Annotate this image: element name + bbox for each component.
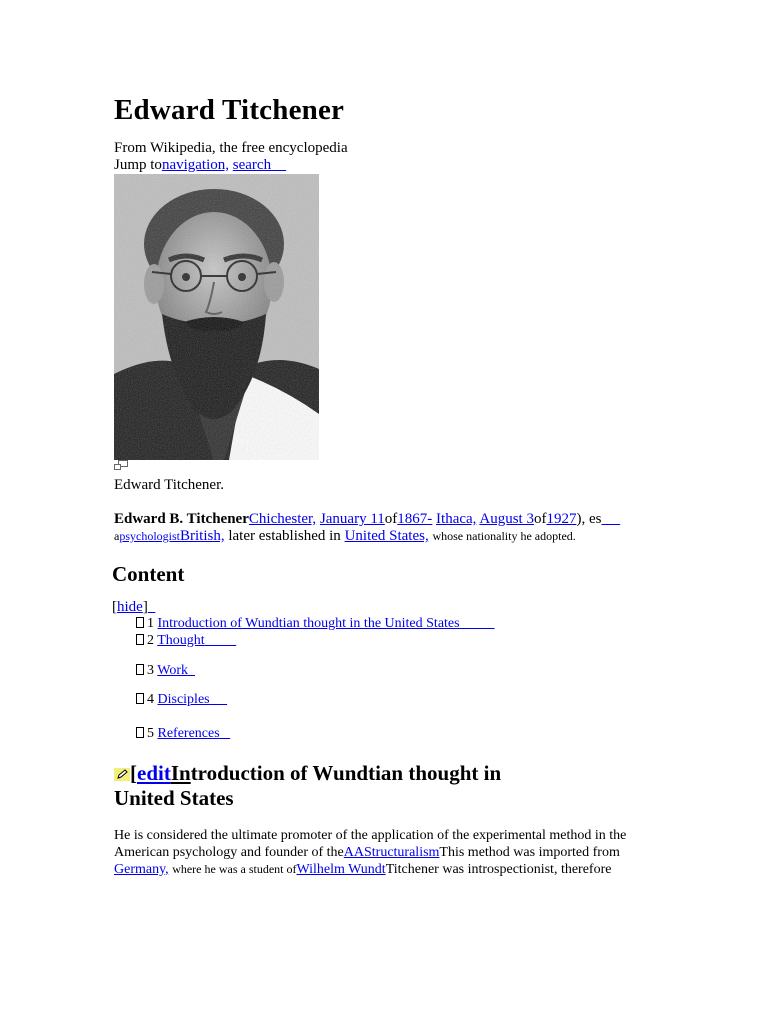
- heading-rest: troduction of Wundtian thought in: [190, 761, 502, 785]
- paragraph-line: [114, 844, 674, 861]
- lead-close: ), es: [576, 511, 602, 527]
- germany-link[interactable]: Germany,: [114, 862, 169, 877]
- paragraph-line: He is considered the ultimate promoter of the application of the experimental method in the: [114, 828, 627, 843]
- paragraph-line: [114, 861, 674, 878]
- of-text-2: of: [533, 511, 547, 527]
- later-text: later established in: [228, 528, 341, 544]
- toc-hide-link[interactable]: hide: [117, 599, 143, 615]
- paragraph-text: This method was imported from: [439, 845, 620, 860]
- toc-link[interactable]: Disciples: [157, 692, 210, 707]
- birthyear-link[interactable]: 1867: [397, 511, 428, 527]
- deathyear-link[interactable]: 1927: [546, 511, 577, 527]
- toc-number: 4: [147, 692, 154, 707]
- image-caption: Edward Titchener.: [114, 477, 224, 493]
- of-text-1: of: [384, 511, 398, 527]
- toc-bullet-icon: [136, 617, 144, 628]
- psychologist-link[interactable]: psychologist: [119, 529, 180, 543]
- toc-link-underline: [188, 663, 195, 678]
- lead-line-2: [114, 528, 576, 545]
- toc-item: [136, 633, 236, 649]
- section-heading: [editIntroduction of Wundtian thought in United States: [114, 761, 502, 810]
- toc-bullet-icon: [136, 634, 144, 645]
- british-link[interactable]: British,: [180, 528, 225, 544]
- toc-number: 1: [147, 616, 154, 631]
- lead-line-1: [114, 511, 620, 528]
- wilhelm-wundt-link[interactable]: Wilhelm Wundt: [296, 862, 386, 877]
- toc-link-underline: [460, 616, 495, 631]
- page-title: Edward Titchener: [114, 94, 345, 126]
- birthplace-link[interactable]: Chichester,: [248, 511, 317, 527]
- toc-link[interactable]: References: [157, 726, 220, 741]
- dash-link: -: [427, 511, 433, 527]
- toc-bullet-icon: [136, 727, 144, 738]
- toc-link[interactable]: Introduction of Wundtian thought in the United States: [157, 616, 460, 631]
- heading-start: In: [170, 761, 191, 785]
- toc-link-underline: [205, 633, 237, 648]
- section-edit-link[interactable]: edit: [137, 761, 171, 785]
- toc-toggle: [hide]: [112, 599, 155, 616]
- site-tagline: From Wikipedia, the free encyclopedia: [114, 140, 348, 156]
- toc-number: 5: [147, 726, 154, 741]
- toc-link[interactable]: Thought: [157, 633, 205, 648]
- toc-link-underline: [210, 692, 228, 707]
- article-a: a: [114, 529, 120, 543]
- enlarge-icon[interactable]: [114, 460, 128, 470]
- toc-bullet-icon: [136, 664, 144, 675]
- jump-search-underline: [271, 157, 286, 173]
- birthdate-link[interactable]: January 11: [319, 511, 385, 527]
- paragraph-text: where he was a student of: [172, 862, 297, 876]
- toc-link-underline: [220, 726, 231, 741]
- paragraph-text: Titchener was introspectionist, therefore: [385, 862, 612, 877]
- toc-number: 2: [147, 633, 154, 648]
- heading-line2: United States: [114, 786, 234, 810]
- deathplace-link[interactable]: Ithaca,: [436, 511, 477, 527]
- toc-item: [136, 663, 195, 679]
- paragraph-text: American psychology and founder of the: [114, 845, 344, 860]
- portrait-drawing: [114, 174, 319, 460]
- jump-links: [114, 157, 286, 174]
- structuralism-link[interactable]: AAStructuralism: [343, 845, 440, 860]
- toc-item: [136, 692, 227, 708]
- toc-link[interactable]: Work: [157, 663, 189, 678]
- section-paragraph: [114, 827, 674, 878]
- nationality-text: whose nationality he adopted.: [432, 529, 576, 543]
- jump-navigation-link[interactable]: navigation,: [161, 157, 230, 173]
- jump-search-link[interactable]: search: [232, 157, 272, 173]
- pencil-icon[interactable]: [114, 768, 130, 781]
- toc-item: [136, 726, 230, 742]
- deathdate-link[interactable]: August 3: [479, 511, 534, 527]
- united-states-link[interactable]: United States,: [344, 528, 429, 544]
- portrait-image[interactable]: [114, 174, 319, 460]
- toc-number: 3: [147, 663, 154, 678]
- toc-bullet-icon: [136, 693, 144, 704]
- toc-item: [136, 616, 495, 632]
- lead-trailing-link: [601, 511, 620, 527]
- lead-name: Edward B. Titchener: [114, 511, 249, 527]
- jump-prefix: Jump to: [114, 157, 162, 173]
- toc-hide-underline: [148, 599, 156, 615]
- toc-heading: Content: [112, 562, 185, 586]
